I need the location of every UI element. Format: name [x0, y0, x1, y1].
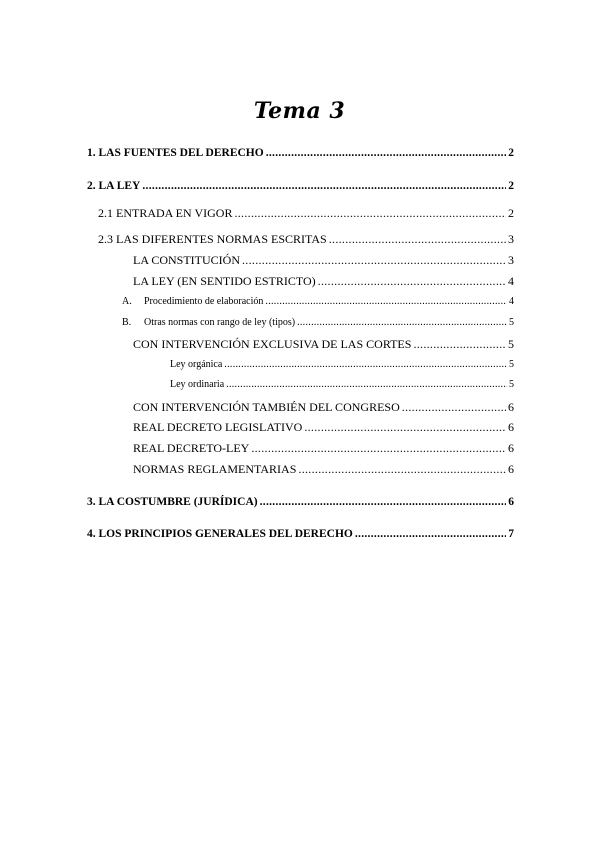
toc-entry-label: 2.3 LAS DIFERENTES NORMAS ESCRITAS [98, 232, 327, 246]
toc-entry-otras-normas[interactable] [122, 316, 514, 330]
toc-entry-label: 4. LOS PRINCIPIOS GENERALES DEL DERECHO [87, 528, 353, 540]
toc-entry-label: Procedimiento de elaboración [144, 296, 264, 307]
toc-entry-page: 3 [508, 253, 514, 267]
dot-leader [251, 441, 506, 455]
toc-entry-page: 6 [508, 496, 514, 508]
toc-entry-label: Otras normas con rango de ley (tipos) [144, 317, 296, 328]
toc-entry-marker: A. [122, 296, 132, 307]
toc-entry-label: Ley ordinaria [170, 379, 225, 390]
dot-leader [355, 527, 506, 541]
dot-leader [304, 420, 506, 434]
toc-entry-label: 1. LAS FUENTES DEL DERECHO [87, 147, 264, 159]
toc-entry-entrada-en-vigor[interactable] [98, 206, 514, 220]
toc-entry-real-decreto-legislativo[interactable] [133, 420, 514, 434]
dot-leader [234, 206, 506, 220]
dot-leader [265, 295, 507, 309]
toc-entry-label: Ley orgánica [170, 359, 223, 370]
toc-entry-intervencion-cortes[interactable] [133, 337, 514, 351]
toc-entry-label: 2. LA LEY [87, 180, 141, 192]
toc-entry-ley-sentido-estricto[interactable] [133, 274, 514, 288]
dot-leader [142, 179, 506, 193]
toc-entry-procedimiento[interactable] [122, 295, 514, 309]
toc-entry-real-decreto-ley[interactable] [133, 441, 514, 455]
toc-entry-label: REAL DECRETO-LEY [133, 441, 250, 455]
toc-entry-label: CON INTERVENCIÓN TAMBIÉN DEL CONGRESO [133, 400, 400, 414]
toc-entry-page: 4 [508, 274, 514, 288]
toc-entry-page: 5 [509, 359, 514, 370]
toc-entry-fuentes[interactable] [87, 146, 514, 160]
dot-leader [226, 378, 507, 392]
dot-leader [297, 316, 507, 330]
toc-entry-intervencion-congreso[interactable] [133, 400, 514, 414]
toc-entry-page: 6 [508, 441, 514, 455]
dot-leader [224, 358, 507, 372]
toc-entry-normas-reglamentarias[interactable] [133, 462, 514, 476]
toc-entry-label: 3. LA COSTUMBRE (JURÍDICA) [87, 496, 258, 508]
dot-leader [242, 253, 506, 267]
toc-entry-page: 3 [508, 232, 514, 246]
toc-entry-page: 2 [508, 206, 514, 220]
toc-entry-principios-generales[interactable] [87, 527, 514, 541]
toc-entry-ley-ordinaria[interactable] [170, 378, 514, 392]
dot-leader [413, 337, 506, 351]
toc-entry-label: NORMAS REGLAMENTARIAS [133, 462, 297, 476]
toc-entry-label: LA LEY (EN SENTIDO ESTRICTO) [133, 274, 316, 288]
dot-leader [402, 400, 506, 414]
toc-entry-page: 5 [508, 337, 514, 351]
toc-entry-page: 5 [509, 379, 514, 390]
toc-entry-page: 2 [508, 147, 514, 159]
dot-leader [329, 232, 506, 246]
toc-entry-la-ley[interactable] [87, 179, 514, 193]
toc-entry-constitucion[interactable] [133, 253, 514, 267]
toc-entry-page: 4 [509, 296, 514, 307]
toc-entry-ley-organica[interactable] [170, 358, 514, 372]
document-title: Tema 3 [253, 98, 346, 124]
dot-leader [266, 146, 507, 160]
toc-entry-page: 5 [509, 317, 514, 328]
toc-entry-page: 6 [508, 462, 514, 476]
dot-leader [298, 462, 506, 476]
dot-leader [260, 495, 507, 509]
toc-entry-label: LA CONSTITUCIÓN [133, 253, 240, 267]
toc-entry-label: REAL DECRETO LEGISLATIVO [133, 420, 303, 434]
toc-entry-costumbre[interactable] [87, 495, 514, 509]
toc-entry-page: 2 [508, 180, 514, 192]
toc-entry-page: 6 [508, 420, 514, 434]
toc-entry-page: 7 [508, 528, 514, 540]
toc-entry-marker: B. [122, 317, 132, 328]
dot-leader [318, 274, 506, 288]
toc-entry-label: CON INTERVENCIÓN EXCLUSIVA DE LAS CORTES [133, 337, 412, 351]
toc-entry-page: 6 [508, 400, 514, 414]
toc-entry-normas-escritas[interactable] [98, 232, 514, 246]
toc-entry-label: 2.1 ENTRADA EN VIGOR [98, 206, 233, 220]
